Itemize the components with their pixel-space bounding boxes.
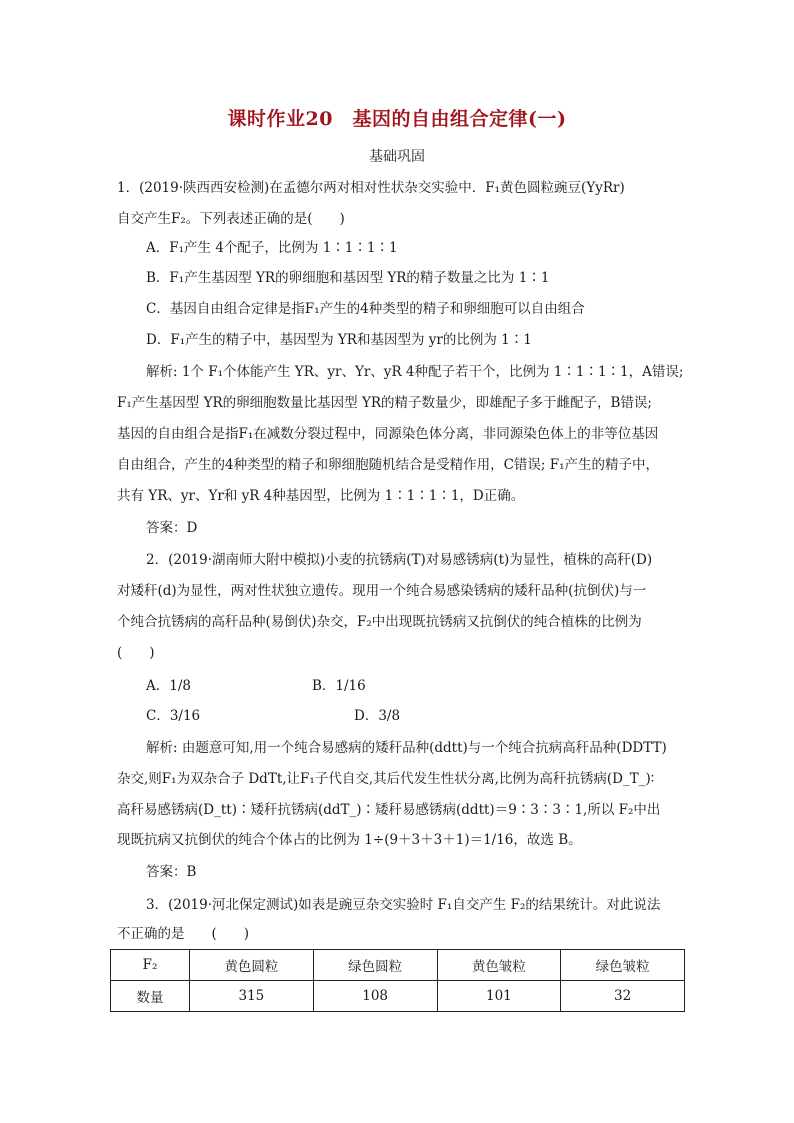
q1-answer: 答案：D — [146, 520, 198, 536]
q2-option-b: B．1/16 — [312, 678, 366, 694]
q2-analysis-line: 现既抗病又抗倒伏的纯合个体占的比例为 1÷(9＋3＋3＋1)＝1/16，故选 B。 — [117, 832, 582, 848]
table-cell: 101 — [437, 981, 561, 1012]
q1-stem-line: 自交产生F₂。下列表述正确的是( ) — [117, 211, 345, 227]
q2-option-a: A．1/8 — [146, 678, 191, 694]
q2-analysis-line: 高秆易感锈病(D_tt)∶矮秆抗锈病(ddT_)∶矮秆易感锈病(ddtt)＝9∶3∶3∶1,所以 F₂中出 — [117, 802, 661, 818]
table-cell: 315 — [190, 981, 314, 1012]
q2-analysis-line: 解析: 由题意可知,用一个纯合易感病的矮秆品种(ddtt)与一个纯合抗病高秆品种(DDTT) — [146, 740, 667, 756]
table-row — [111, 981, 685, 1012]
q3-stem-line: 不正确的是 ( ) — [117, 926, 250, 942]
table-header-cell: 黄色皱粒 — [437, 950, 561, 981]
q1-analysis-line: 自由组合，产生的4种类型的精子和卵细胞随机结合是受精作用，C错误; F₁产生的精子中， — [117, 457, 660, 473]
table-cell: 108 — [313, 981, 437, 1012]
q2-option-c: C．3/16 — [146, 708, 201, 724]
table-cell: 数量 — [111, 981, 190, 1012]
q1-analysis-line: 共有 YR、yr、Yr和 yR 4种基因型，比例为 1∶1∶1∶1，D正确。 — [117, 488, 525, 504]
q1-option-d: D．F₁产生的精子中，基因型为 YR和基因型为 yr的比例为 1∶1 — [146, 332, 532, 348]
q3-stem-line: 3．(2019·河北保定测试)如表是豌豆杂交实验时 F₁自交产生 F₂的结果统计。对此说法 — [146, 897, 661, 913]
q2-stem-line: 对矮秆(d)为显性，两对性状独立遗传。现用一个纯合易感染锈病的矮秆品种(抗倒伏)与一 — [117, 583, 647, 599]
section-heading: 基础巩固 — [369, 149, 425, 165]
q2-option-d: D．3/8 — [354, 708, 401, 724]
f2-results-table — [110, 949, 685, 1012]
q1-option-b: B．F₁产生基因型 YR的卵细胞和基因型 YR的精子数量之比为 1∶1 — [146, 270, 550, 286]
q2-stem-line: ( ) — [117, 645, 155, 661]
q1-analysis-line: 解析: 1个 F₁个体能产生 YR、yr、Yr、yR 4种配子若干个，比例为 1∶1∶1∶1，A错误; — [146, 364, 684, 380]
q1-analysis-line: 基因的自由组合是指F₁在减数分裂过程中，同源染色体分离，非同源染色体上的非等位基因 — [117, 426, 659, 442]
q2-analysis-line: 杂交,则F₁为双杂合子 DdTt,让F₁子代自交,其后代发生性状分离,比例为高秆抗锈病(D_T_)∶ — [117, 771, 655, 787]
table-header-cell: 黄色圆粒 — [190, 950, 314, 981]
q1-option-c: C．基因自由组合定律是指F₁产生的4种类型的精子和卵细胞可以自由组合 — [146, 301, 585, 317]
table-header-cell: F₂ — [111, 950, 190, 981]
q2-answer: 答案：B — [146, 864, 197, 880]
page-title: 课时作业20 基因的自由组合定律(一) — [227, 108, 567, 130]
q2-stem-line: 个纯合抗锈病的高秆品种(易倒伏)杂交，F₂中出现既抗锈病又抗倒伏的纯合植株的比例为 — [117, 614, 642, 630]
q1-analysis-line: F₁产生基因型 YR的卵细胞数量比基因型 YR的精子数量少，即雄配子多于雌配子，B错误; — [117, 395, 652, 411]
table-cell: 32 — [561, 981, 685, 1012]
q1-option-a: A．F₁产生 4个配子，比例为 1∶1∶1∶1 — [146, 240, 398, 256]
q1-stem-line: 1．(2019·陕西西安检测)在孟德尔两对相对性状杂交实验中．F₁黄色圆粒豌豆(YyRr) — [117, 180, 625, 196]
table-header-row — [111, 950, 685, 981]
table-header-cell: 绿色皱粒 — [561, 950, 685, 981]
q2-stem-line: 2．(2019·湖南师大附中模拟)小麦的抗锈病(T)对易感锈病(t)为显性，植株的高秆(D) — [146, 552, 653, 568]
table-header-cell: 绿色圆粒 — [313, 950, 437, 981]
